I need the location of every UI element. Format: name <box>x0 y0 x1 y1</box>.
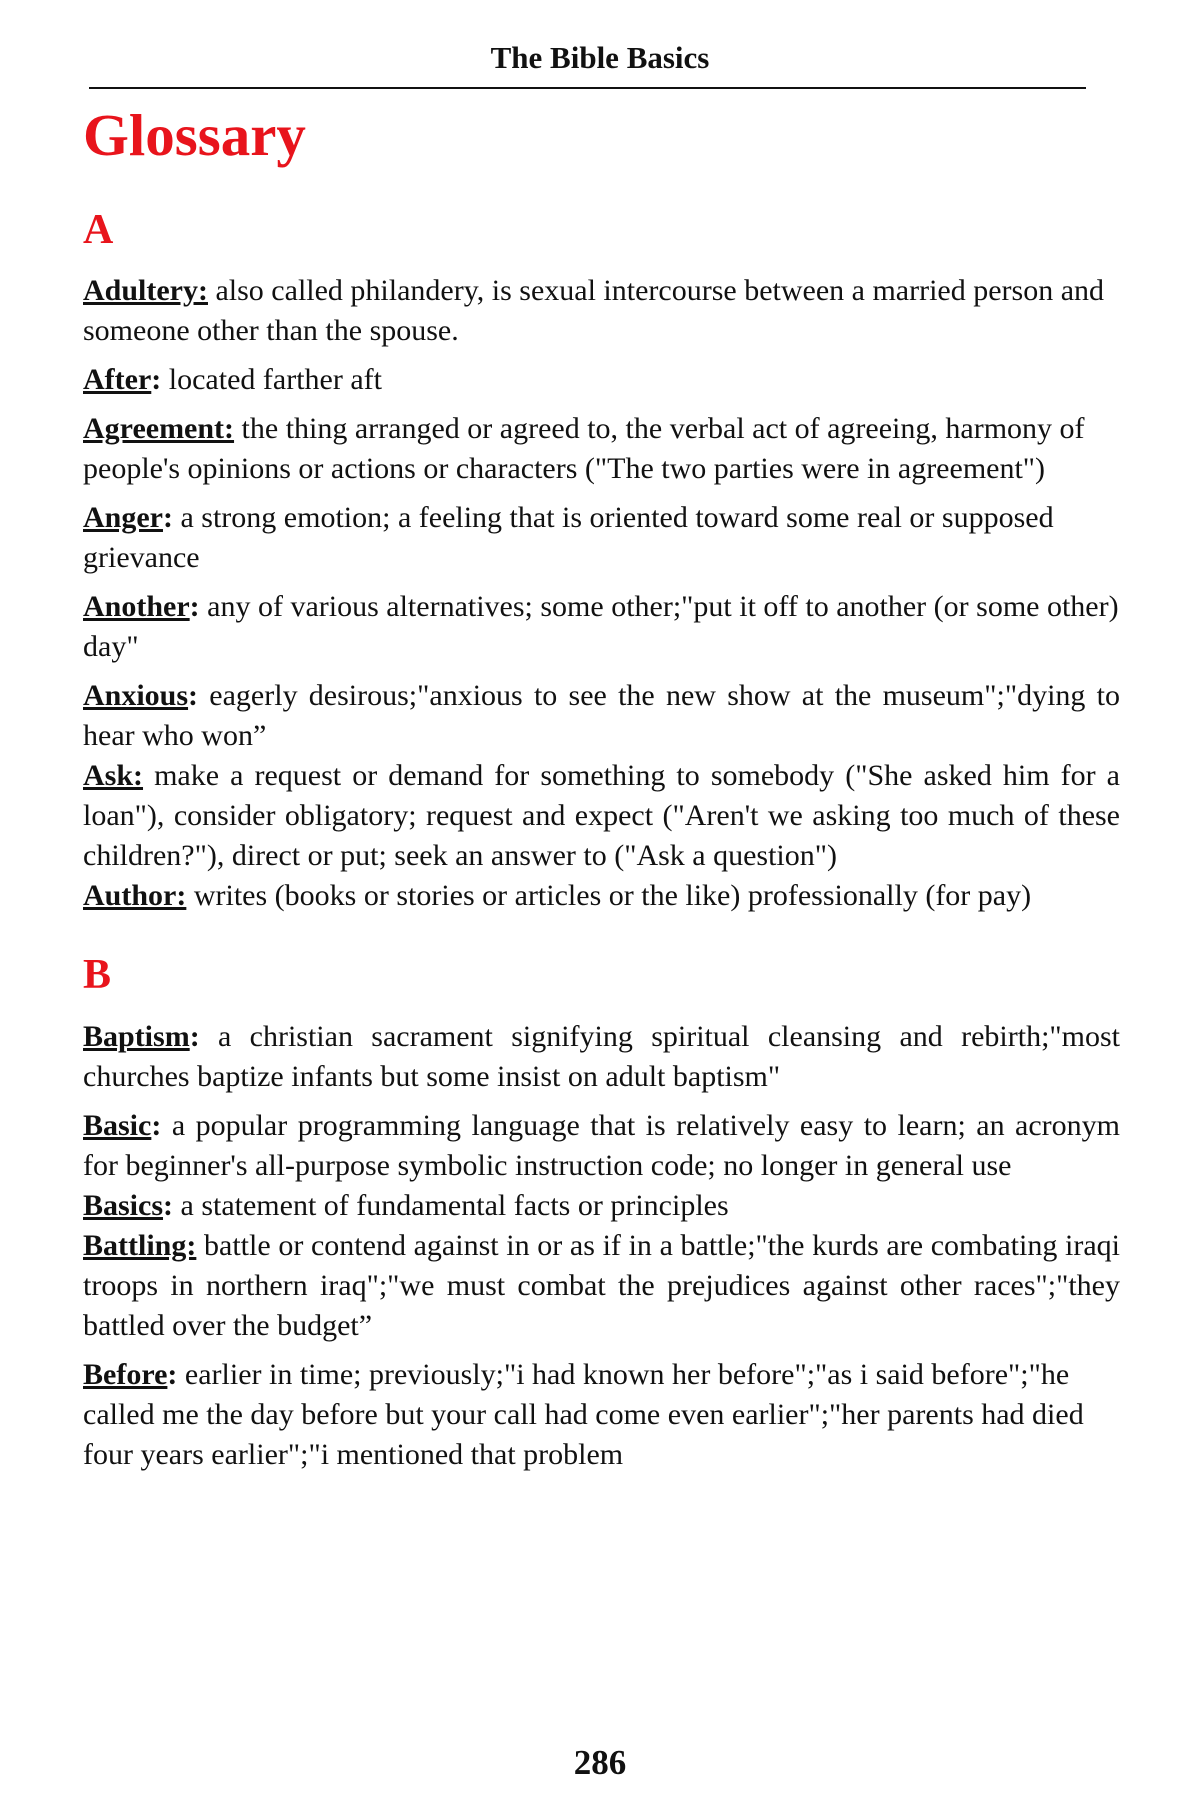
glossary-entry-before <box>83 1355 1120 1475</box>
glossary-definition: a christian sacrament signifying spiritual cleansing and rebirth;"most churches baptize infants but some insist on adult baptism" <box>83 1019 1120 1093</box>
header-rule <box>89 87 1086 89</box>
glossary-term: Agreement: <box>83 412 235 446</box>
glossary-entry-anger <box>83 498 1120 578</box>
glossary-definition: located farther aft <box>161 363 382 397</box>
glossary-term: Anxious <box>83 679 189 713</box>
glossary-definition: the thing arranged or agreed to, the verbal act of agreeing, harmony of people's opinions or actions or characters ("The two parties were in agreement") <box>83 412 1085 486</box>
glossary-definition: a popular programming language that is relatively easy to learn; an acronym for beginner's all-purpose symbolic instruction code; no longer in general use <box>83 1108 1120 1182</box>
glossary-entry-battling <box>83 1226 1120 1346</box>
term-colon: : <box>188 679 199 713</box>
glossary-definition: a strong emotion; a feeling that is oriented toward some real or supposed grievance <box>83 501 1054 575</box>
running-header: The Bible Basics <box>490 40 710 75</box>
glossary-term: Basics <box>83 1188 164 1222</box>
glossary-term: Basic <box>83 1108 152 1142</box>
glossary-term: Adultery: <box>83 274 208 308</box>
glossary-entry-after <box>83 360 1120 400</box>
glossary-definition: battle or contend against in or as if in a battle;"the kurds are combating iraqi troops in northern iraq";"we must combat the prejudices against other races";"they battled over the budget” <box>83 1228 1120 1342</box>
glossary-entry-basics <box>83 1186 1120 1226</box>
section-letter-b: B <box>83 952 112 999</box>
glossary-definition: also called philandery, is sexual intercourse between a married person and someone other than the spouse. <box>83 274 1105 348</box>
glossary-definition: earlier in time; previously;"i had known her before";"as i said before";"he called me the day before but your call had come even earlier";"her parents had died four years earlier";"i mentioned that problem <box>83 1357 1084 1471</box>
glossary-entry-author <box>83 876 1120 916</box>
glossary-term: Battling: <box>83 1228 197 1262</box>
glossary-definition: any of various alternatives; some other;"put it off to another (or some other) day" <box>83 590 1119 664</box>
page-content <box>83 100 1120 1475</box>
glossary-term: Ask: <box>83 759 144 793</box>
glossary-entry-another <box>83 587 1120 667</box>
glossary-term: Another <box>83 590 190 624</box>
glossary-definition: eagerly desirous;"anxious to see the new show at the museum";"dying to hear who won” <box>83 679 1120 753</box>
term-colon: : <box>162 501 173 535</box>
term-colon: : <box>151 363 162 397</box>
glossary-definition: a statement of fundamental facts or principles <box>173 1188 729 1222</box>
term-colon: : <box>189 1019 200 1053</box>
glossary-term: After <box>83 363 152 397</box>
glossary-entry-basic <box>83 1106 1120 1186</box>
section-letter-a: A <box>83 206 114 253</box>
glossary-term: Before <box>83 1357 168 1391</box>
glossary-definition: make a request or demand for something to somebody ("She asked him for a loan"), consider obligatory; request and expect ("Aren't we asking too much of these children?"), direct or put; seek an answer to ("Ask a question") <box>83 759 1120 873</box>
glossary-term: Author: <box>83 879 187 913</box>
glossary-term: Anger <box>83 501 163 535</box>
glossary-definition: writes (books or stories or articles or the like) professionally (for pay) <box>186 879 1032 913</box>
glossary-entry-agreement <box>83 409 1120 489</box>
glossary-title: Glossary <box>83 102 306 168</box>
term-colon: : <box>189 590 200 624</box>
glossary-term: Baptism <box>83 1019 190 1053</box>
term-colon: : <box>151 1108 162 1142</box>
glossary-entry-adultery <box>83 271 1120 351</box>
glossary-entry-ask <box>83 756 1120 876</box>
glossary-entry-anxious <box>83 676 1120 756</box>
glossary-entry-baptism <box>83 1017 1120 1097</box>
term-colon: : <box>163 1188 174 1222</box>
page-number: 286 <box>573 1743 627 1782</box>
term-colon: : <box>167 1357 178 1391</box>
